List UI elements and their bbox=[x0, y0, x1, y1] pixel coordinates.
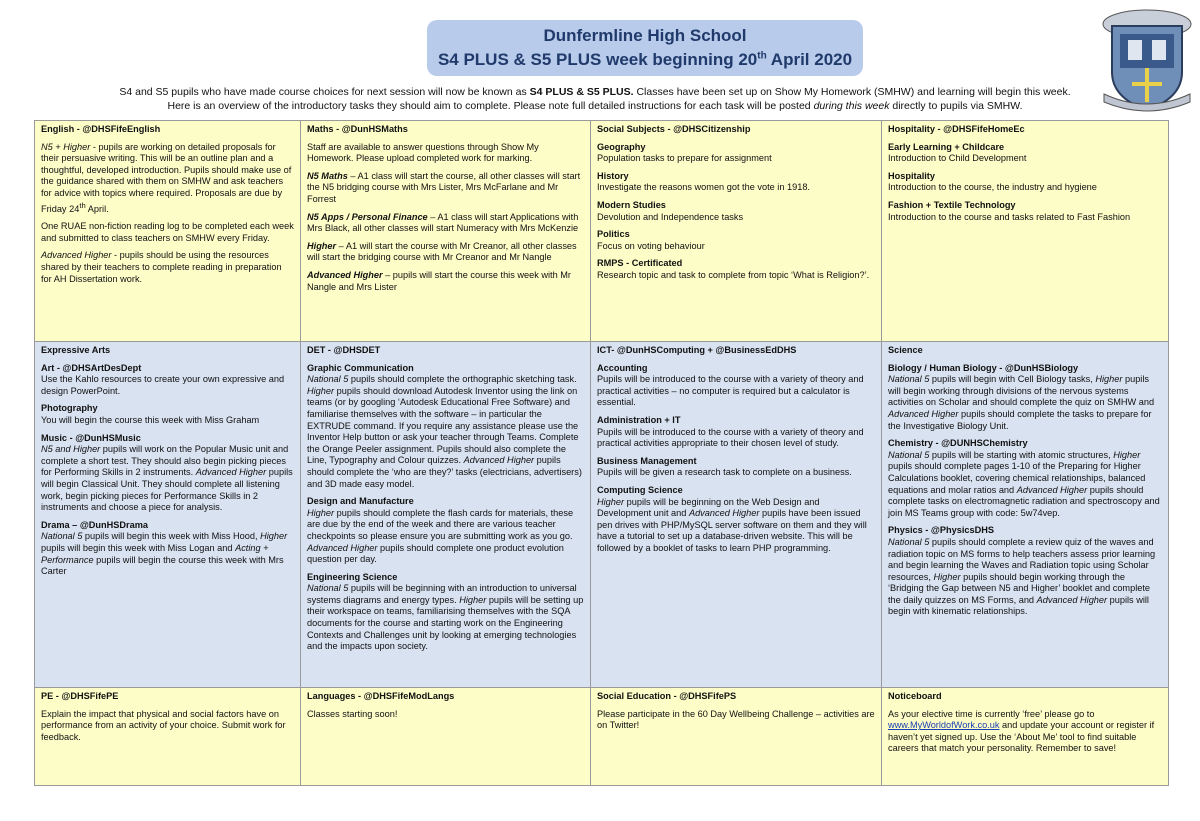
languages-heading: Languages - @DHSFifeModLangs bbox=[307, 691, 455, 701]
hospitality-item bbox=[888, 142, 1162, 165]
physics-block bbox=[888, 525, 1162, 618]
drama-text3: pupils will begin the course this week with Mrs Carter bbox=[41, 554, 284, 577]
dm-text1: pupils should complete the flash cards for materials, these are due by the end of the week and there are various teacher checkpoints so please ensure you are submitting work as you go. bbox=[307, 507, 574, 541]
maths-p3 bbox=[307, 212, 584, 235]
maths-p4-em: Higher bbox=[307, 240, 337, 251]
dm-em2: Advanced Higher bbox=[307, 542, 378, 553]
drama-em2: Higher bbox=[260, 531, 288, 542]
dm-title: Design and Manufacture bbox=[307, 496, 414, 507]
drama-em1: National 5 bbox=[41, 531, 83, 542]
ict-heading: ICT- @DunHSComputing + @BusinessEdDHS bbox=[597, 345, 797, 355]
es-text bbox=[307, 583, 584, 653]
grid-row-3 bbox=[35, 688, 1169, 786]
myworldofwork-link[interactable]: www.MyWorldofWork.co.uk bbox=[888, 720, 1000, 731]
music-em1: N5 and Higher bbox=[41, 444, 101, 455]
biology-block bbox=[888, 363, 1162, 433]
bio-text bbox=[888, 374, 1162, 432]
social-item bbox=[597, 200, 875, 223]
cell-noticeboard bbox=[882, 688, 1169, 786]
social-item bbox=[597, 171, 875, 194]
dm-text2: pupils should complete one product evolution question per day. bbox=[307, 542, 564, 565]
social-item-title: Politics bbox=[597, 229, 630, 240]
hospitality-item-title: Hospitality bbox=[888, 170, 935, 181]
page-title bbox=[427, 50, 863, 70]
bio-title: Biology / Human Biology - @DunHSBiology bbox=[888, 362, 1079, 373]
cs-text bbox=[597, 497, 875, 555]
cell-det bbox=[301, 342, 591, 688]
intro-text bbox=[60, 85, 1130, 113]
phys-text1: pupils should complete a review quiz of the waves and radiation topic on MS forms to help teachers assess prior learning and begin learning the Waves and Radiation topic using Scholar resources, bbox=[888, 536, 1156, 582]
title-pre: S4 PLUS & S5 PLUS week beginning 20 bbox=[437, 50, 758, 69]
cell-social-education bbox=[591, 688, 882, 786]
photo-text: You will begin the course this week with Miss Graham bbox=[41, 414, 260, 425]
det-heading: DET - @DHSDET bbox=[307, 345, 381, 355]
cs-text1: pupils will be beginning on the Web Design and Development unit and bbox=[597, 496, 820, 519]
intro-line-1 bbox=[60, 85, 1130, 99]
photo-block bbox=[41, 403, 294, 426]
bm-title: Business Management bbox=[597, 455, 697, 466]
intro-2c: directly to pupils via SMHW. bbox=[889, 100, 1023, 112]
english-p2: One RUAE non-fiction reading log to be completed each week and submitted to class teachers on SMHW every Friday. bbox=[41, 221, 294, 243]
cell-languages bbox=[301, 688, 591, 786]
hospitality-item-title: Early Learning + Childcare bbox=[888, 141, 1005, 152]
cs-em1: Higher bbox=[597, 496, 625, 507]
chem-em1: National 5 bbox=[888, 449, 930, 460]
es-text2: pupils will be setting up their workspace on teams, familiarising themselves with the SQA documents for the course and starting work on the Engineering Contexts and Challenges unit by looking at emerging technologies and the impacts upon society. bbox=[307, 594, 584, 652]
hospitality-item-text: Introduction to Child Development bbox=[888, 153, 1027, 164]
english-p3-text: - pupils should be using the resources shared by their teachers to complete reading in preparation for AH Dissertation work. bbox=[41, 250, 282, 284]
cell-science bbox=[882, 342, 1169, 688]
chemistry-block bbox=[888, 438, 1162, 519]
bio-text3: pupils should complete the tasks to prepare for the Investigative Biology Unit. bbox=[888, 408, 1152, 431]
es-em1: National 5 bbox=[307, 583, 349, 594]
english-p1-sup: th bbox=[79, 200, 86, 210]
maths-p2-text: – A1 class will start the course, all other classes will start the N5 bridging course with Mrs Lister, Mrs McFarlane and Mr Forrest bbox=[307, 170, 581, 204]
subjects-grid bbox=[34, 120, 1169, 786]
cell-pe bbox=[35, 688, 301, 786]
phys-em1: National 5 bbox=[888, 536, 930, 547]
social-item-title: Modern Studies bbox=[597, 199, 666, 210]
languages-text: Classes starting soon! bbox=[307, 708, 398, 719]
maths-p3-em: N5 Apps / Personal Finance bbox=[307, 211, 428, 222]
english-p1-text: - pupils are working on detailed proposals for their persuasive writing. This will be an outline plan and a thoughtful, developed introduction. Pupils should make use of the guidance shared with them on SMHW and ask teachers for advice with topics where required. Proposals are due by Friday 24 bbox=[41, 141, 292, 214]
social-ed-heading: Social Education - @DHSFifePS bbox=[597, 691, 737, 701]
english-p1-em: N5 + Higher bbox=[41, 141, 91, 152]
social-ed-text: Please participate in the 60 Day Wellbeing Challenge – activities are on Twitter! bbox=[597, 708, 875, 731]
chem-text3: pupils should complete tasks on electromagnetic radiation and spectroscopy and join MS Teams group with code: 5w74vep. bbox=[888, 484, 1160, 518]
gc-em3: Advanced Higher bbox=[463, 455, 535, 466]
social-item-title: Geography bbox=[597, 141, 646, 152]
admin-title: Administration + IT bbox=[597, 414, 681, 425]
drama-text2: pupils will begin this week with Miss Logan and bbox=[41, 542, 236, 553]
pe-heading: PE - @DHSFifePE bbox=[41, 691, 119, 701]
social-item-text: Research topic and task to complete from topic ‘What is Religion?’. bbox=[597, 269, 870, 280]
drama-text bbox=[41, 531, 294, 577]
phys-text3: pupils will begin with kinematic relationships. bbox=[888, 594, 1149, 617]
cell-ict bbox=[591, 342, 882, 688]
intro-1b: S4 PLUS & S5 PLUS. bbox=[529, 86, 634, 98]
photo-title: Photography bbox=[41, 403, 98, 414]
phys-em2: Higher bbox=[933, 571, 961, 582]
title-banner bbox=[427, 20, 863, 76]
maths-p5 bbox=[307, 270, 584, 293]
noticeboard-text2: and update your account or register if haven’t yet signed up. Use the ‘About Me’ tool to find suitable careers that match your personality. Remember to save! bbox=[888, 720, 1155, 754]
social-item-text: Investigate the reasons women got the vote in 1918. bbox=[597, 182, 810, 193]
dm-text bbox=[307, 508, 584, 566]
computing-block bbox=[597, 485, 875, 555]
social-item-text: Devolution and Independence tasks bbox=[597, 211, 744, 222]
music-text1: pupils will work on the Popular Music unit and complete a short test. They should also begin picking pieces for Performing Skills in 2 instruments. bbox=[41, 444, 289, 478]
noticeboard-text1: As your elective time is currently ‘free’ please go to bbox=[888, 708, 1095, 719]
bio-em3: Advanced Higher bbox=[888, 408, 959, 419]
gc-em1: National 5 bbox=[307, 374, 349, 385]
art-text: Use the Kahlo resources to create your own expressive and design PowerPoint. bbox=[41, 374, 285, 396]
design-manufacture-block bbox=[307, 496, 584, 566]
maths-p4 bbox=[307, 241, 584, 264]
cell-hospitality bbox=[882, 121, 1169, 342]
gc-text bbox=[307, 374, 584, 490]
hospitality-item-text: Introduction to the course and tasks related to Fast Fashion bbox=[888, 211, 1131, 222]
music-em2: Advanced Higher bbox=[195, 467, 267, 478]
cs-text2: pupils have been issued pen drives with PHP/MySQL server software on them and they will have a tutorial to set up a database-driven website. This will be followed by a booklet of tasks to learn PHP programming. bbox=[597, 508, 867, 553]
english-p3-em: Advanced Higher bbox=[41, 250, 112, 261]
cell-expressive-arts bbox=[35, 342, 301, 688]
gc-title: Graphic Communication bbox=[307, 362, 414, 373]
grid-row-2 bbox=[35, 342, 1169, 688]
hospitality-item-title: Fashion + Textile Technology bbox=[888, 199, 1016, 210]
music-title: Music - @DunHSMusic bbox=[41, 432, 141, 443]
gc-text2: pupils should download Autodesk Inventor using the link on teams (or by googling ‘Autodesk Educational Free Software) and familiarise themselves with the software – in particular the EXTRUDE command. If you require any assistance please use the Inventor Help button or ask your teacher through Teams. Complete the Orange Peeler assignment. Pupils should also complete the Line, Typography and Colour quizzes. bbox=[307, 385, 579, 466]
music-text bbox=[41, 444, 294, 514]
drama-text1: pupils will begin this week with Miss Hood, bbox=[82, 531, 261, 542]
acc-text: Pupils will be introduced to the course with a variety of theory and practical activities – no computer is required but a calculator is essential. bbox=[597, 374, 864, 408]
dm-em1: Higher bbox=[307, 507, 335, 518]
social-item bbox=[597, 229, 875, 252]
phys-text2: pupils should begin working through the ‘Bridging the Gap between N5 and Higher’ booklet and complete the daily quizzes on MS Forms, and bbox=[888, 571, 1151, 605]
phys-title: Physics - @PhysicsDHS bbox=[888, 525, 994, 536]
intro-2a: Here is an overview of the introductory tasks they should aim to complete. Please note full detailed instructions for each task will be posted bbox=[167, 100, 814, 112]
drama-title: Drama – @DunHSDrama bbox=[41, 519, 148, 530]
es-title: Engineering Science bbox=[307, 571, 398, 582]
maths-p4-text: – A1 will start the course with Mr Creanor, all other classes will start the bridging course with Mr Creanor and Mr Nangle bbox=[307, 240, 577, 263]
phys-em3: Advanced Higher bbox=[1036, 594, 1108, 605]
gc-em2: Higher bbox=[307, 385, 335, 396]
social-item-title: RMPS - Certificated bbox=[597, 258, 683, 269]
bm-text: Pupils will be given a research task to complete on a business. bbox=[597, 467, 852, 478]
acc-title: Accounting bbox=[597, 362, 648, 373]
title-sup: th bbox=[757, 50, 767, 62]
english-p3 bbox=[41, 250, 294, 285]
hospitality-item-text: Introduction to the course, the industry and hygiene bbox=[888, 182, 1097, 193]
school-name: Dunfermline High School bbox=[543, 26, 747, 45]
maths-p3-text: – A1 class will start Applications with Mrs Black, all other classes will start Numeracy with Mrs McKenzie bbox=[307, 211, 579, 234]
english-p1-end: April. bbox=[85, 203, 109, 214]
social-item bbox=[597, 142, 875, 165]
intro-line-2 bbox=[60, 99, 1130, 113]
art-title: Art - @DHSArtDesDept bbox=[41, 362, 142, 373]
bio-em1: National 5 bbox=[888, 374, 930, 385]
chem-em3: Advanced Higher bbox=[1016, 484, 1088, 495]
cell-social-subjects bbox=[591, 121, 882, 342]
accounting-block bbox=[597, 363, 875, 409]
music-text2: pupils will begin Classical Unit. They should complete all listening work, begin picking pieces for Performance Skills in 2 instruments and choose a piece for analysis. bbox=[41, 467, 293, 513]
chem-text bbox=[888, 450, 1162, 520]
social-item-text: Focus on voting behaviour bbox=[597, 240, 705, 251]
english-heading: English - @DHSFifeEnglish bbox=[41, 124, 161, 134]
engineering-science-block bbox=[307, 572, 584, 653]
admin-block bbox=[597, 415, 875, 450]
maths-p1: Staff are available to answer questions through Show My Homework. Please upload completed work for marking. bbox=[307, 141, 539, 164]
chem-em2: Higher bbox=[1113, 449, 1141, 460]
maths-heading: Maths - @DunHSMaths bbox=[307, 124, 408, 134]
title-post: April 2020 bbox=[766, 50, 853, 69]
es-text1: pupils will be beginning with an introduction to universal systems diagrams and energy types. bbox=[307, 583, 577, 605]
graphic-comm-block bbox=[307, 363, 584, 491]
hospitality-item bbox=[888, 171, 1162, 194]
maths-p5-em: Advanced Higher bbox=[307, 269, 383, 280]
intro-1a: S4 and S5 pupils who have made course choices for next session will now be known as bbox=[119, 86, 530, 98]
maths-p2-em: N5 Maths bbox=[307, 170, 348, 181]
drama-block bbox=[41, 520, 294, 578]
maths-p2 bbox=[307, 171, 584, 206]
hospitality-item bbox=[888, 200, 1162, 223]
hospitality-heading: Hospitality - @DHSFifeHomeEc bbox=[888, 124, 1025, 134]
business-block bbox=[597, 456, 875, 479]
pe-text: Explain the impact that physical and social factors have on performance from an activity of your choice. Submit work for feedback. bbox=[41, 708, 286, 742]
english-p1 bbox=[41, 142, 294, 216]
social-item-text: Population tasks to prepare for assignment bbox=[597, 153, 772, 164]
music-block bbox=[41, 433, 294, 514]
cell-english bbox=[35, 121, 301, 342]
drama-em3: Acting + Performance bbox=[41, 542, 269, 565]
social-item bbox=[597, 258, 875, 281]
grid-row-1 bbox=[35, 121, 1169, 342]
expressive-heading: Expressive Arts bbox=[41, 345, 111, 355]
bio-em2: Higher bbox=[1095, 374, 1123, 385]
intro-2b: during this week bbox=[813, 100, 890, 112]
es-em2: Higher bbox=[459, 594, 487, 605]
noticeboard-text bbox=[888, 709, 1162, 755]
bio-text1: pupils will begin with Cell Biology tasks, bbox=[929, 374, 1096, 385]
chem-title: Chemistry - @DUNHSChemistry bbox=[888, 438, 1028, 449]
chem-text1: pupils will be starting with atomic structures, bbox=[929, 449, 1114, 460]
cs-em2: Advanced Higher bbox=[688, 508, 760, 519]
social-item-title: History bbox=[597, 170, 629, 181]
intro-1c: Classes have been set up on Show My Homework (SMHW) and learning will begin this week. bbox=[633, 86, 1071, 98]
noticeboard-heading: Noticeboard bbox=[888, 691, 942, 701]
gc-text3: pupils should complete the ‘who are they?’ tasks (electricians, advertisers) and 3D made easy model. bbox=[307, 455, 582, 489]
bio-text2: pupils will begin working through divisions of the nervous systems activities on Scholar and should complete the quiz on SMHW and bbox=[888, 374, 1155, 408]
admin-text: Pupils will be introduced to the course with a variety of theory and practical activities appropriate to their chosen level of study. bbox=[597, 426, 864, 449]
phys-text bbox=[888, 537, 1162, 618]
social-heading: Social Subjects - @DHSCitizenship bbox=[597, 124, 751, 134]
cs-title: Computing Science bbox=[597, 484, 683, 495]
gc-text1: pupils should complete the orthographic sketching task. bbox=[348, 374, 577, 385]
science-heading: Science bbox=[888, 345, 923, 355]
cell-maths bbox=[301, 121, 591, 342]
art-block bbox=[41, 363, 294, 398]
maths-p5-text: – pupils will start the course this week with Mr Nangle and Mrs Lister bbox=[307, 269, 571, 292]
chem-text2: pupils should complete pages 1-10 of the Preparing for Higher Calculations booklet, covering chemical relationships, balanced equations and molar ratios and bbox=[888, 461, 1146, 495]
